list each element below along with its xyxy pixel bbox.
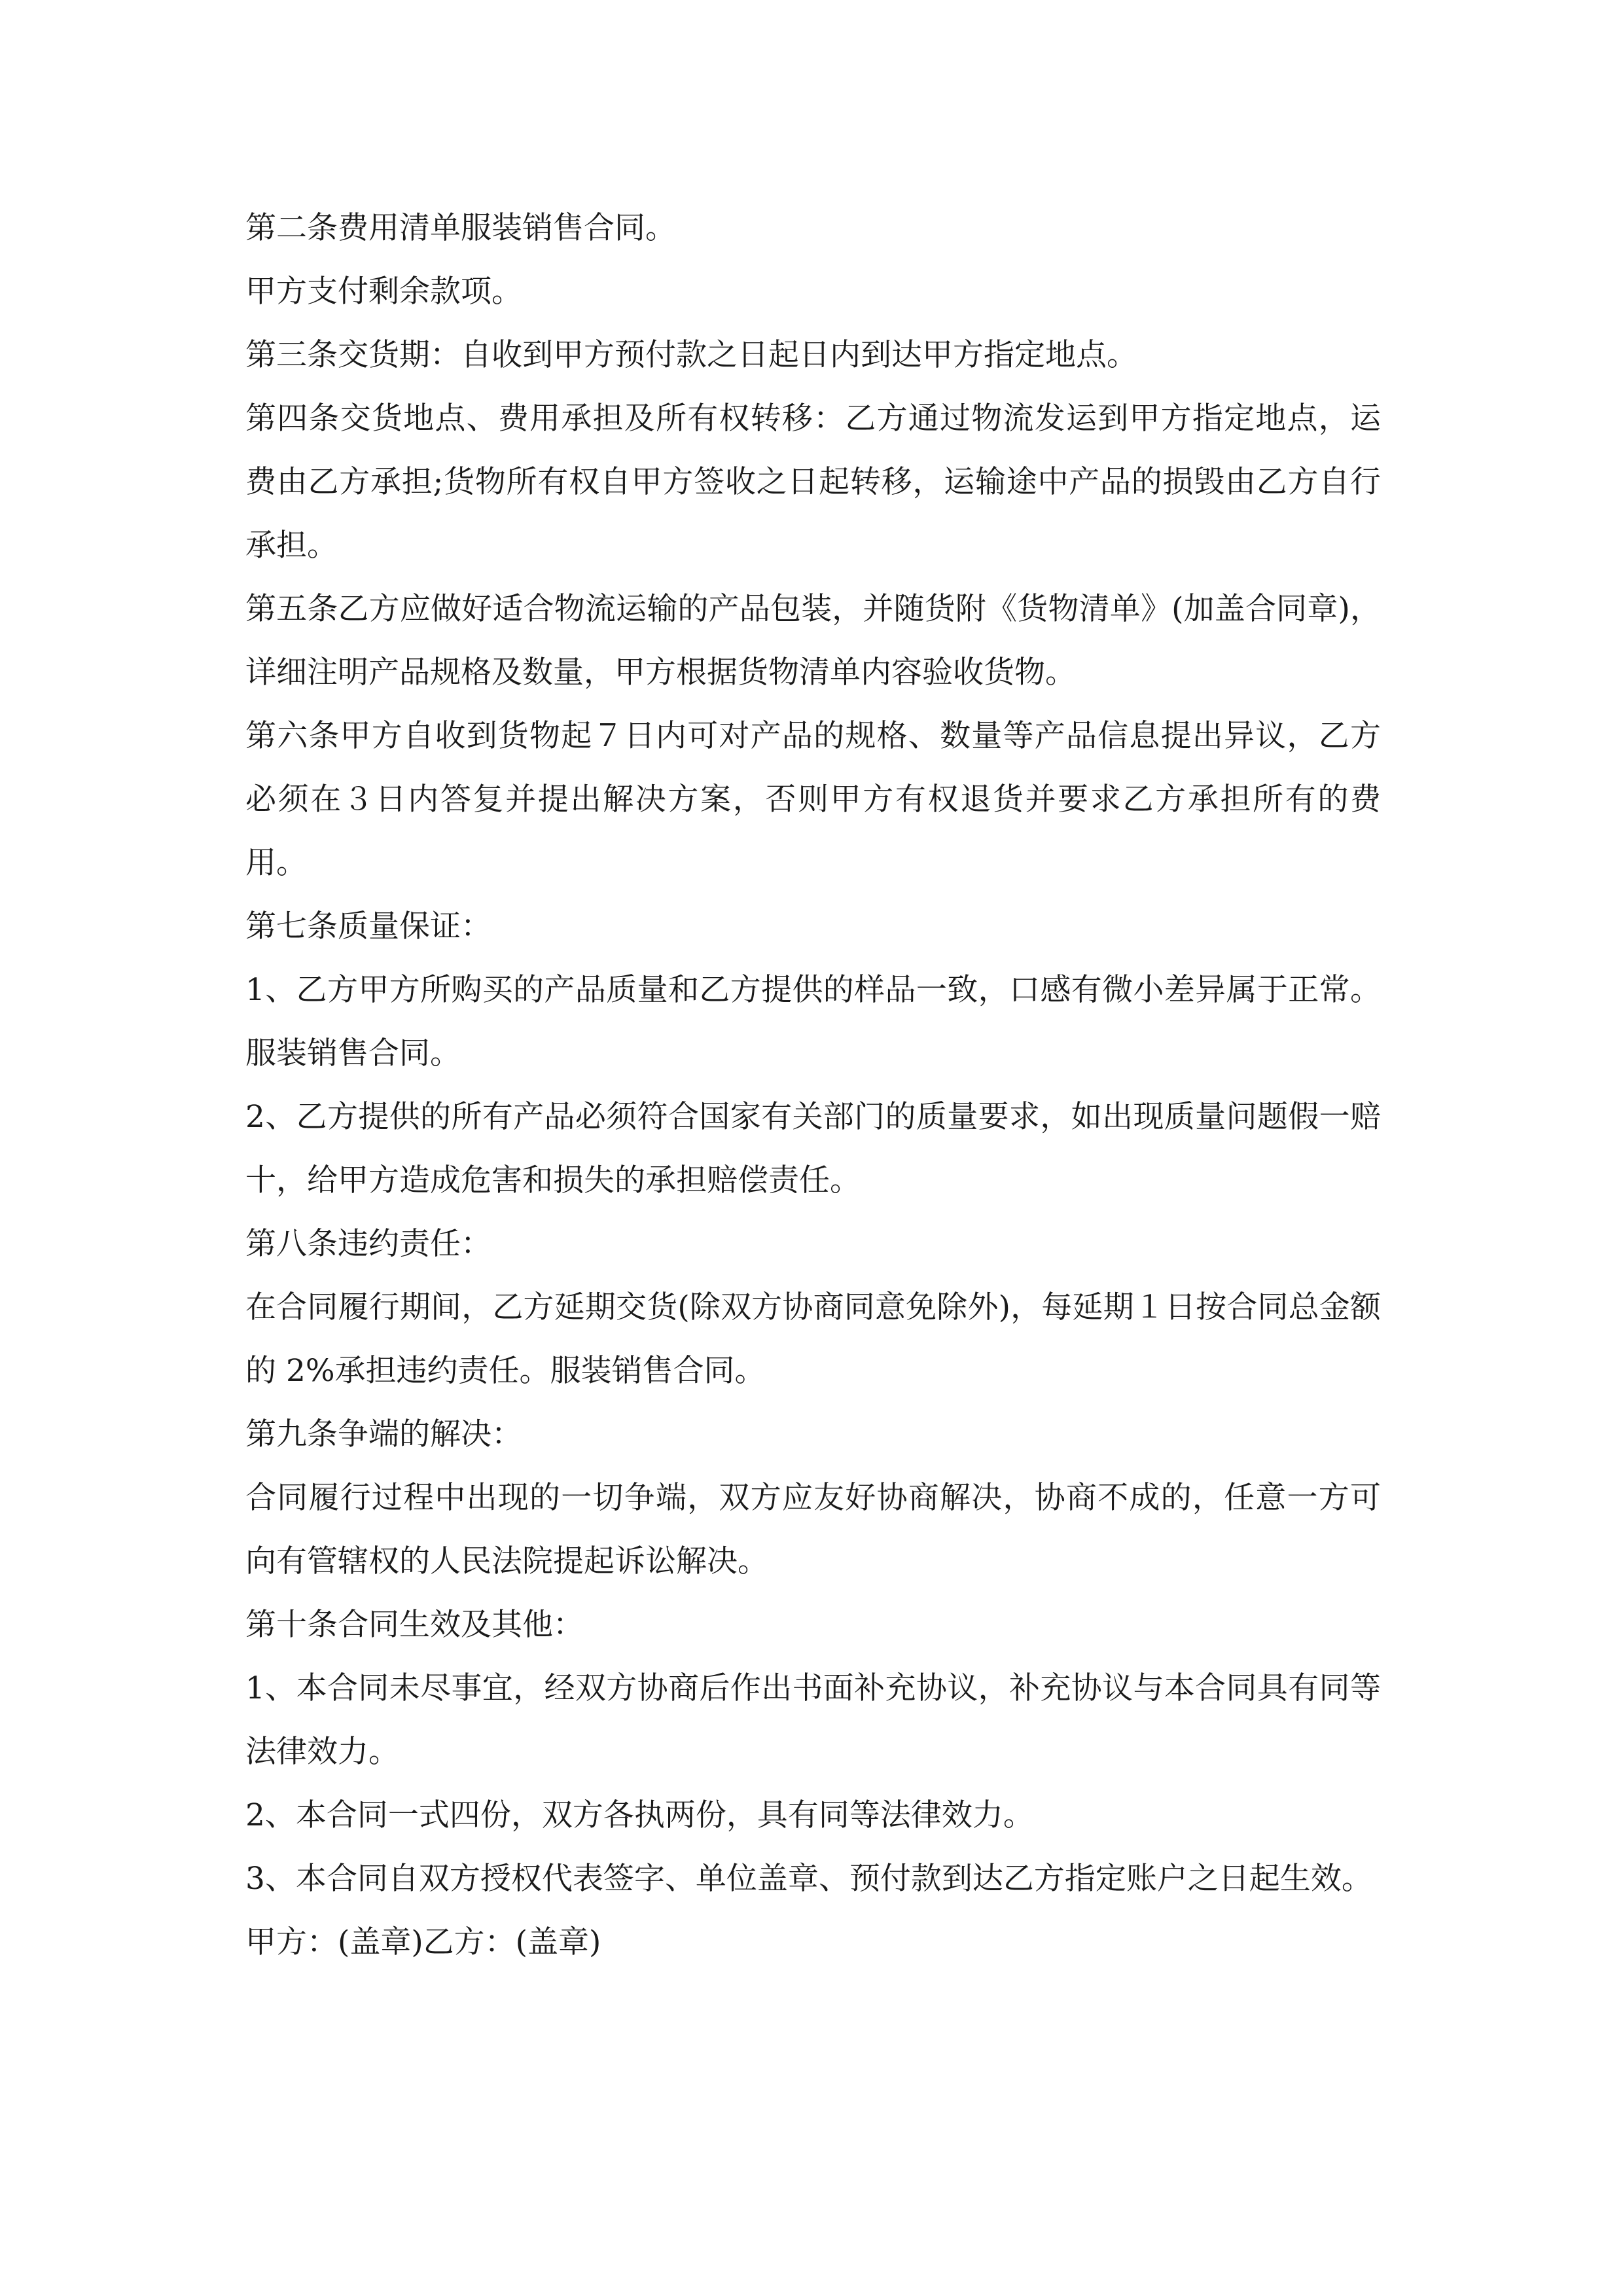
clause-6-objection: 第六条甲方自收到货物起７日内可对产品的规格、数量等产品信息提出异议，乙方必须在３日内答复并提出解决方案，否则甲方有权退货并要求乙方承担所有的费用。: [245, 718, 1381, 881]
clause-5-packaging: 第五条乙方应做好适合物流运输的产品包装，并随货附《货物清单》(加盖合同章)，详细注明产品规格及数量，甲方根据货物清单内容验收货物。: [245, 591, 1381, 691]
clause-2-fee-list: 第二条费用清单服装销售合同。: [245, 210, 676, 246]
clause-10-item-3: 3、本合同自双方授权代表签字、单位盖章、预付款到达乙方指定账户之日起生效。: [245, 1861, 1372, 1897]
clause-10-item-1: 1、本合同未尽事宜，经双方协商后作出书面补充协议，补充协议与本合同具有同等法律效力。: [245, 1670, 1381, 1770]
clause-7-item-2: 2、乙方提供的所有产品必须符合国家有关部门的质量要求，如出现质量问题假一赔十，给甲方造成危害和损失的承担赔偿责任。: [245, 1099, 1381, 1198]
clause-8-body: 在合同履行期间，乙方延期交货(除双方协商同意免除外)，每延期１日按合同总金额的 2%承担违约责任。服装销售合同。: [245, 1289, 1381, 1389]
signature-line: 甲方：(盖章)乙方：(盖章): [245, 1924, 601, 1960]
clause-7-heading: 第七条质量保证：: [245, 908, 491, 944]
clause-4-delivery-location: 第四条交货地点、费用承担及所有权转移：乙方通过物流发运到甲方指定地点，运费由乙方承担;货物所有权自甲方签收之日起转移，运输途中产品的损毁由乙方自行承担。: [245, 401, 1381, 564]
paragraph-remaining-payment: 甲方支付剩余款项。: [245, 274, 522, 310]
clause-7-item-1: 1、乙方甲方所购买的产品质量和乙方提供的样品一致，口感有微小差异属于正常。服装销售合同。: [245, 972, 1381, 1071]
clause-10-heading: 第十条合同生效及其他：: [245, 1607, 584, 1643]
clause-3-delivery-period: 第三条交货期：自收到甲方预付款之日起日内到达甲方指定地点。: [245, 337, 1137, 373]
clause-8-heading: 第八条违约责任：: [245, 1226, 491, 1262]
clause-9-body: 合同履行过程中出现的一切争端，双方应友好协商解决，协商不成的，任意一方可向有管辖权的人民法院提起诉讼解决。: [245, 1480, 1381, 1579]
clause-9-heading: 第九条争端的解决：: [245, 1416, 522, 1452]
clause-10-item-2: 2、本合同一式四份，双方各执两份，具有同等法律效力。: [245, 1797, 1034, 1833]
contract-body: [245, 196, 1381, 1974]
